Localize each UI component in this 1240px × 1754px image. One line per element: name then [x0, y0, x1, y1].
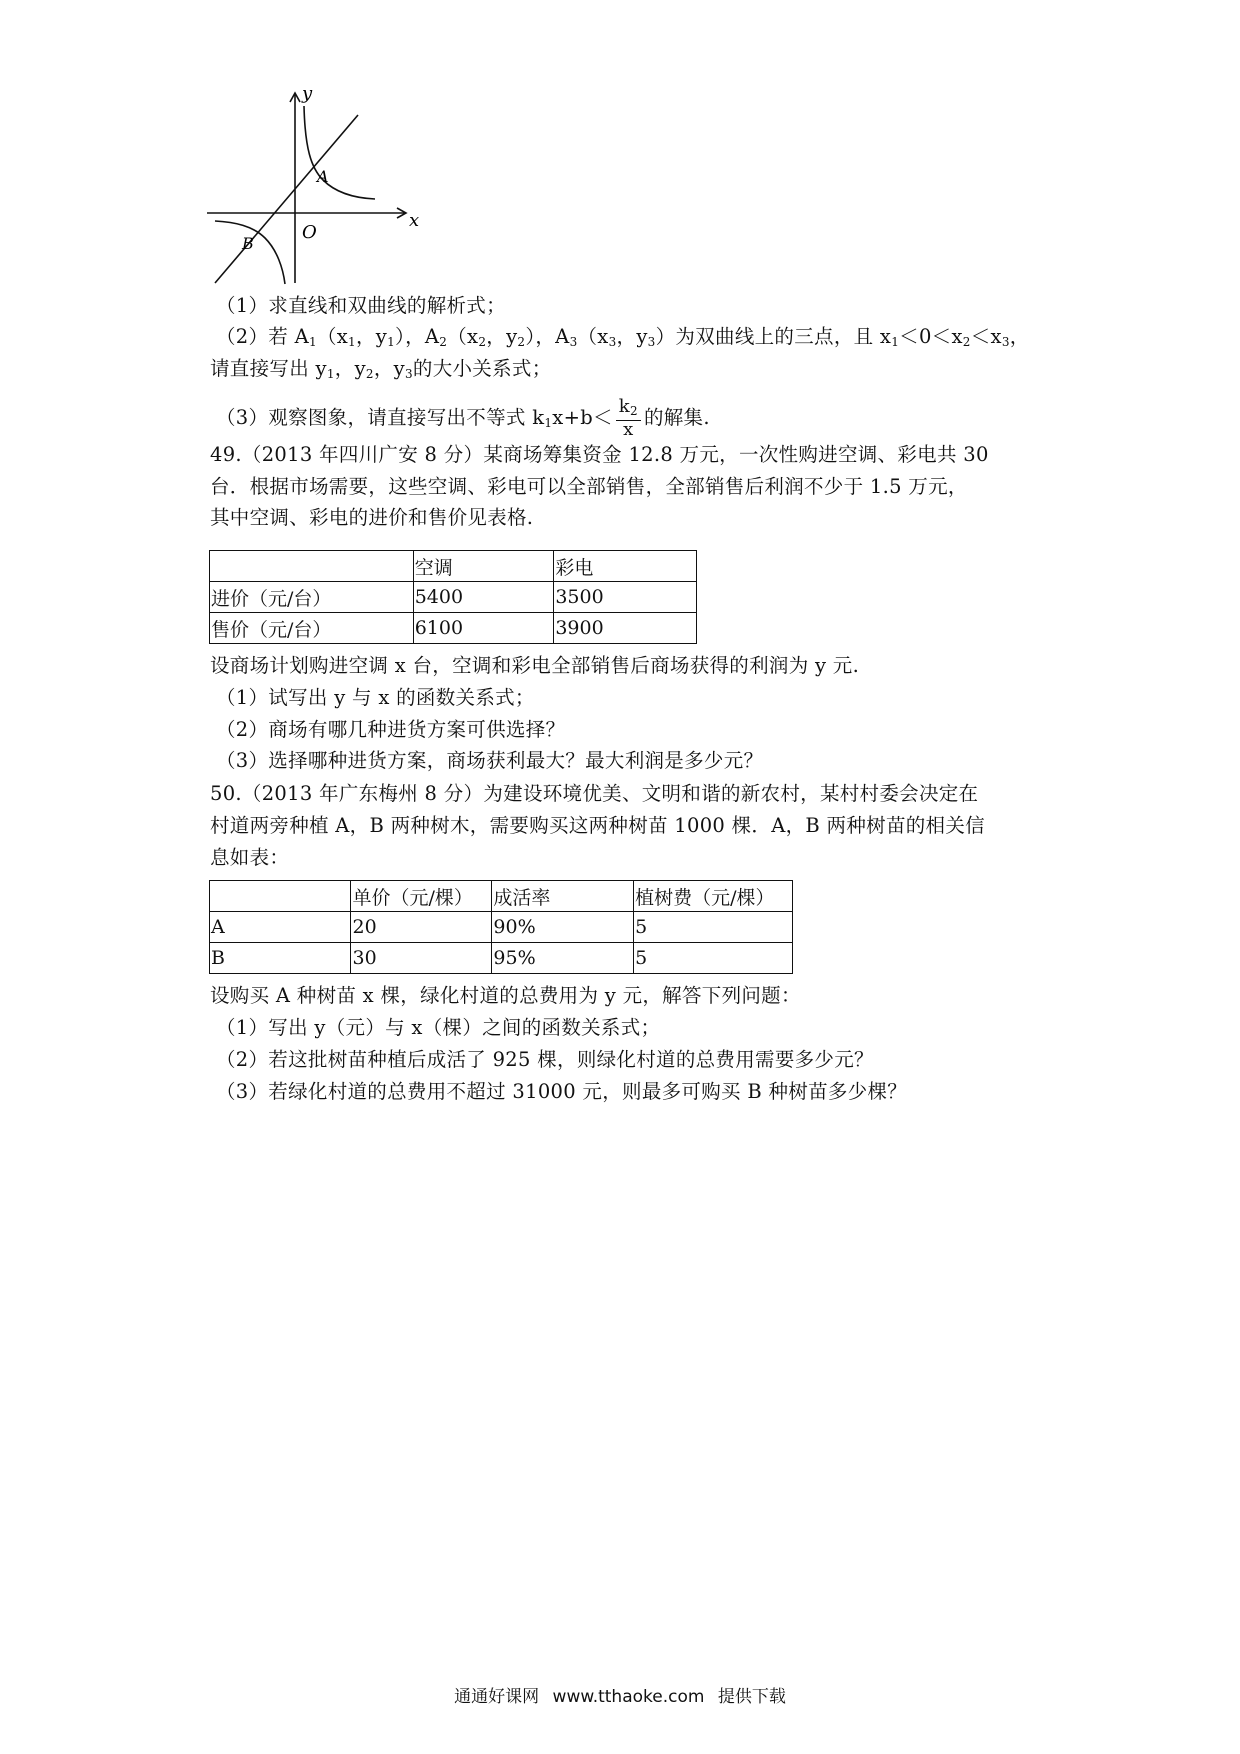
table-header-row [210, 551, 697, 582]
q50-text-line2: 村道两旁种植 A，B 两种树木，需要购买这两种树苗 1000 棵．A，B 两种树苗的相关信 [210, 814, 985, 837]
q49-part1: （1）试写出 y 与 x 的函数关系式； [216, 686, 535, 709]
table-cell: 95% [492, 943, 634, 974]
table-cell: 彩电 [554, 551, 697, 582]
q48-part2-line1: （2）若 $A_1(x_1$，$y_1$），$A_2(x_2$，$y_2$），$A_3(x_3$，$y_3$）为双曲线上的三点，且 $x_1<0<x_2<x_3$， [216, 325, 1030, 349]
table-cell: 进价（元/台） [210, 582, 414, 613]
footer-url[interactable]: www.tthaoke.com [552, 1687, 705, 1707]
table-cell: 单价（元/棵） [351, 881, 492, 912]
table-header-row [210, 881, 793, 912]
q48-part2-line2: 请直接写出 $y_1$，$y_2$，$y_3$的大小关系式； [210, 357, 552, 381]
fraction-k2-over-x: $\frac{k_2}{x}$ [616, 398, 641, 439]
page-footer [0, 1682, 1240, 1707]
table-row [210, 943, 793, 974]
table-row [210, 582, 697, 613]
table-row [210, 912, 793, 943]
q49-text-line2: 台．根据市场需要，这些空调、彩电可以全部销售，全部销售后利润不少于 1.5 万元， [210, 475, 968, 498]
q50-part3: （3）若绿化村道的总费用不超过 31000 元，则最多可购买 B 种树苗多少棵？ [216, 1080, 908, 1103]
table-cell: 植树费（元/棵） [634, 881, 793, 912]
table-cell: 90% [492, 912, 634, 943]
table-cell: 3500 [554, 582, 697, 613]
straight-line [215, 115, 358, 283]
table-cell: 售价（元/台） [210, 613, 414, 644]
table-cell: A [210, 912, 351, 943]
q50-text-line1: 50.（2013 年广东梅州 8 分）为建设环境优美、文明和谐的新农村，某村村委会决定在 [210, 782, 979, 805]
table-cell: B [210, 943, 351, 974]
table-cell: 6100 [413, 613, 554, 644]
point-a-label: A [317, 167, 329, 186]
q49-part2: （2）商场有哪几种进货方案可供选择？ [216, 718, 566, 741]
table-cell: 空调 [413, 551, 554, 582]
q49-text-line3: 其中空调、彩电的进价和售价见表格. [210, 506, 534, 529]
hyperbola-branch-first-quadrant [304, 106, 375, 199]
q50-part2: （2）若这批树苗种植后成活了 925 棵，则绿化村道的总费用需要多少元？ [216, 1048, 874, 1071]
table-cell: 5 [634, 943, 793, 974]
table-cell [210, 551, 414, 582]
footer-note: 提供下载 [717, 1687, 786, 1707]
table-cell: 20 [351, 912, 492, 943]
origin-label: O [302, 222, 317, 243]
q50-text-line3: 息如表： [210, 846, 290, 869]
table-cell: 30 [351, 943, 492, 974]
q48-part3: （3）观察图象，请直接写出不等式 $k_1x+b<$ $\frac{k_2}{x}$ 的解集. [216, 396, 710, 440]
q49-part3: （3）选择哪种进货方案，商场获利最大？最大利润是多少元？ [216, 749, 764, 772]
q48-part1: （1）求直线和双曲线的解析式； [216, 294, 506, 317]
table-row [210, 613, 697, 644]
table-cell: 成活率 [492, 881, 634, 912]
table-cell: 3900 [554, 613, 697, 644]
q50-setup: 设购买 A 种树苗 x 棵，绿化村道的总费用为 y 元，解答下列问题： [210, 984, 801, 1007]
q49-text-line1: 49.（2013 年四川广安 8 分）某商场筹集资金 12.8 万元，一次性购进空调、彩电共 30 [210, 443, 989, 466]
x-axis-label: x [409, 210, 420, 231]
point-b-label: B [242, 234, 254, 253]
q49-price-table [209, 550, 697, 644]
q50-part1: （1）写出 y（元）与 x（棵）之间的函数关系式； [216, 1016, 661, 1039]
q49-setup: 设商场计划购进空调 x 台，空调和彩电全部销售后商场获得的利润为 y 元. [210, 654, 860, 677]
function-graph [205, 88, 445, 288]
footer-site-name: 通通好课网 [454, 1687, 540, 1707]
table-cell: 5 [634, 912, 793, 943]
table-cell [210, 881, 351, 912]
q50-tree-table [209, 880, 793, 974]
table-cell: 5400 [413, 582, 554, 613]
y-axis-label: y [302, 88, 313, 104]
